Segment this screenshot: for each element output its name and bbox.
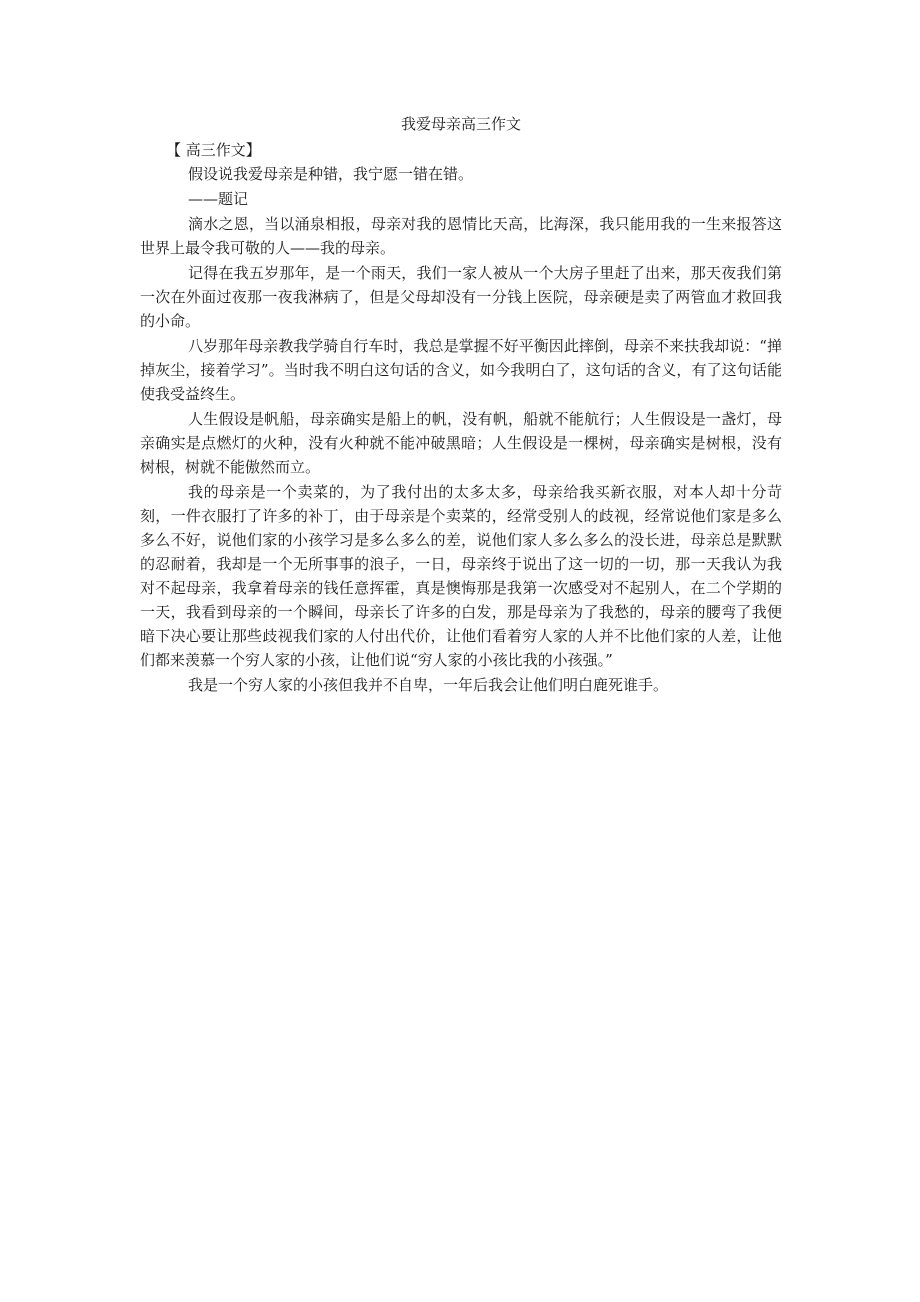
paragraph-1: 滴水之恩，当以涌泉相报，母亲对我的恩情比天高，比海深，我只能用我的一生来报答这世界上最令我可敬的人——我的母亲。: [140, 215, 782, 257]
category-label: 【 高三作文】: [166, 141, 261, 159]
paragraph-epigraph-attribution: ——题记: [188, 190, 249, 208]
paragraph-3: 八岁那年母亲教我学骑自行车时，我总是掌握不好平衡因此摔倒，母亲不来扶我却说：“掸掉灰尘，接着学习”。当时我不明白这句话的含义，如今我明白了，这句话的含义，有了这句话能使我受益终生。: [140, 337, 782, 403]
paragraph-epigraph: 假设说我爱母亲是种错，我宁愿一错在错。: [188, 165, 474, 183]
document-title: 我爱母亲高三作文: [400, 115, 521, 133]
paragraph-2: 记得在我五岁那年，是一个雨天，我们一家人被从一个大房子里赶了出来，那天夜我们第一次在外面过夜那一夜我淋病了，但是父母却没有一分钱上医院，母亲硬是卖了两管血才救回我的小命。: [140, 264, 782, 330]
paragraph-5: 我的母亲是一个卖菜的，为了我付出的太多太多，母亲给我买新衣服，对本人却十分苛刻，一件衣服打了许多的补丁，由于母亲是个卖菜的，经常受别人的歧视，经常说他们家是多么多么不好，说他们家的小孩学习是多么多么的差，说他们家人多么多么的没长进，母亲总是默默的忍耐着，我却是一个无所事事的浪子，一日，母亲终于说出了这一切的一切，那一天我认为我对不起母亲，我拿着母亲的钱任意挥霍，真是懊悔那是我第一次感受对不起别人，在二个学期的一天，我看到母亲的一个瞬间，母亲长了许多的白发，那是母亲为了我愁的，母亲的腰弯了我便暗下决心要让那些歧视我们家的人付出代价，让他们看着穷人家的人并不比他们家的人差，让他们都来羡慕一个穷人家的小孩，让他们说“穷人家的小孩比我的小孩强。”: [140, 483, 782, 669]
paragraph-4: 人生假设是帆船，母亲确实是船上的帆，没有帆，船就不能航行；人生假设是一盏灯，母亲确实是点燃灯的火种，没有火种就不能冲破黑暗；人生假设是一棵树，母亲确实是树根，没有树根，树就不能傲然而立。: [140, 410, 782, 476]
document-page: [140, 112, 782, 698]
paragraph-6: 我是一个穷人家的小孩但我并不自卑，一年后我会让他们明白鹿死谁手。: [188, 676, 669, 694]
